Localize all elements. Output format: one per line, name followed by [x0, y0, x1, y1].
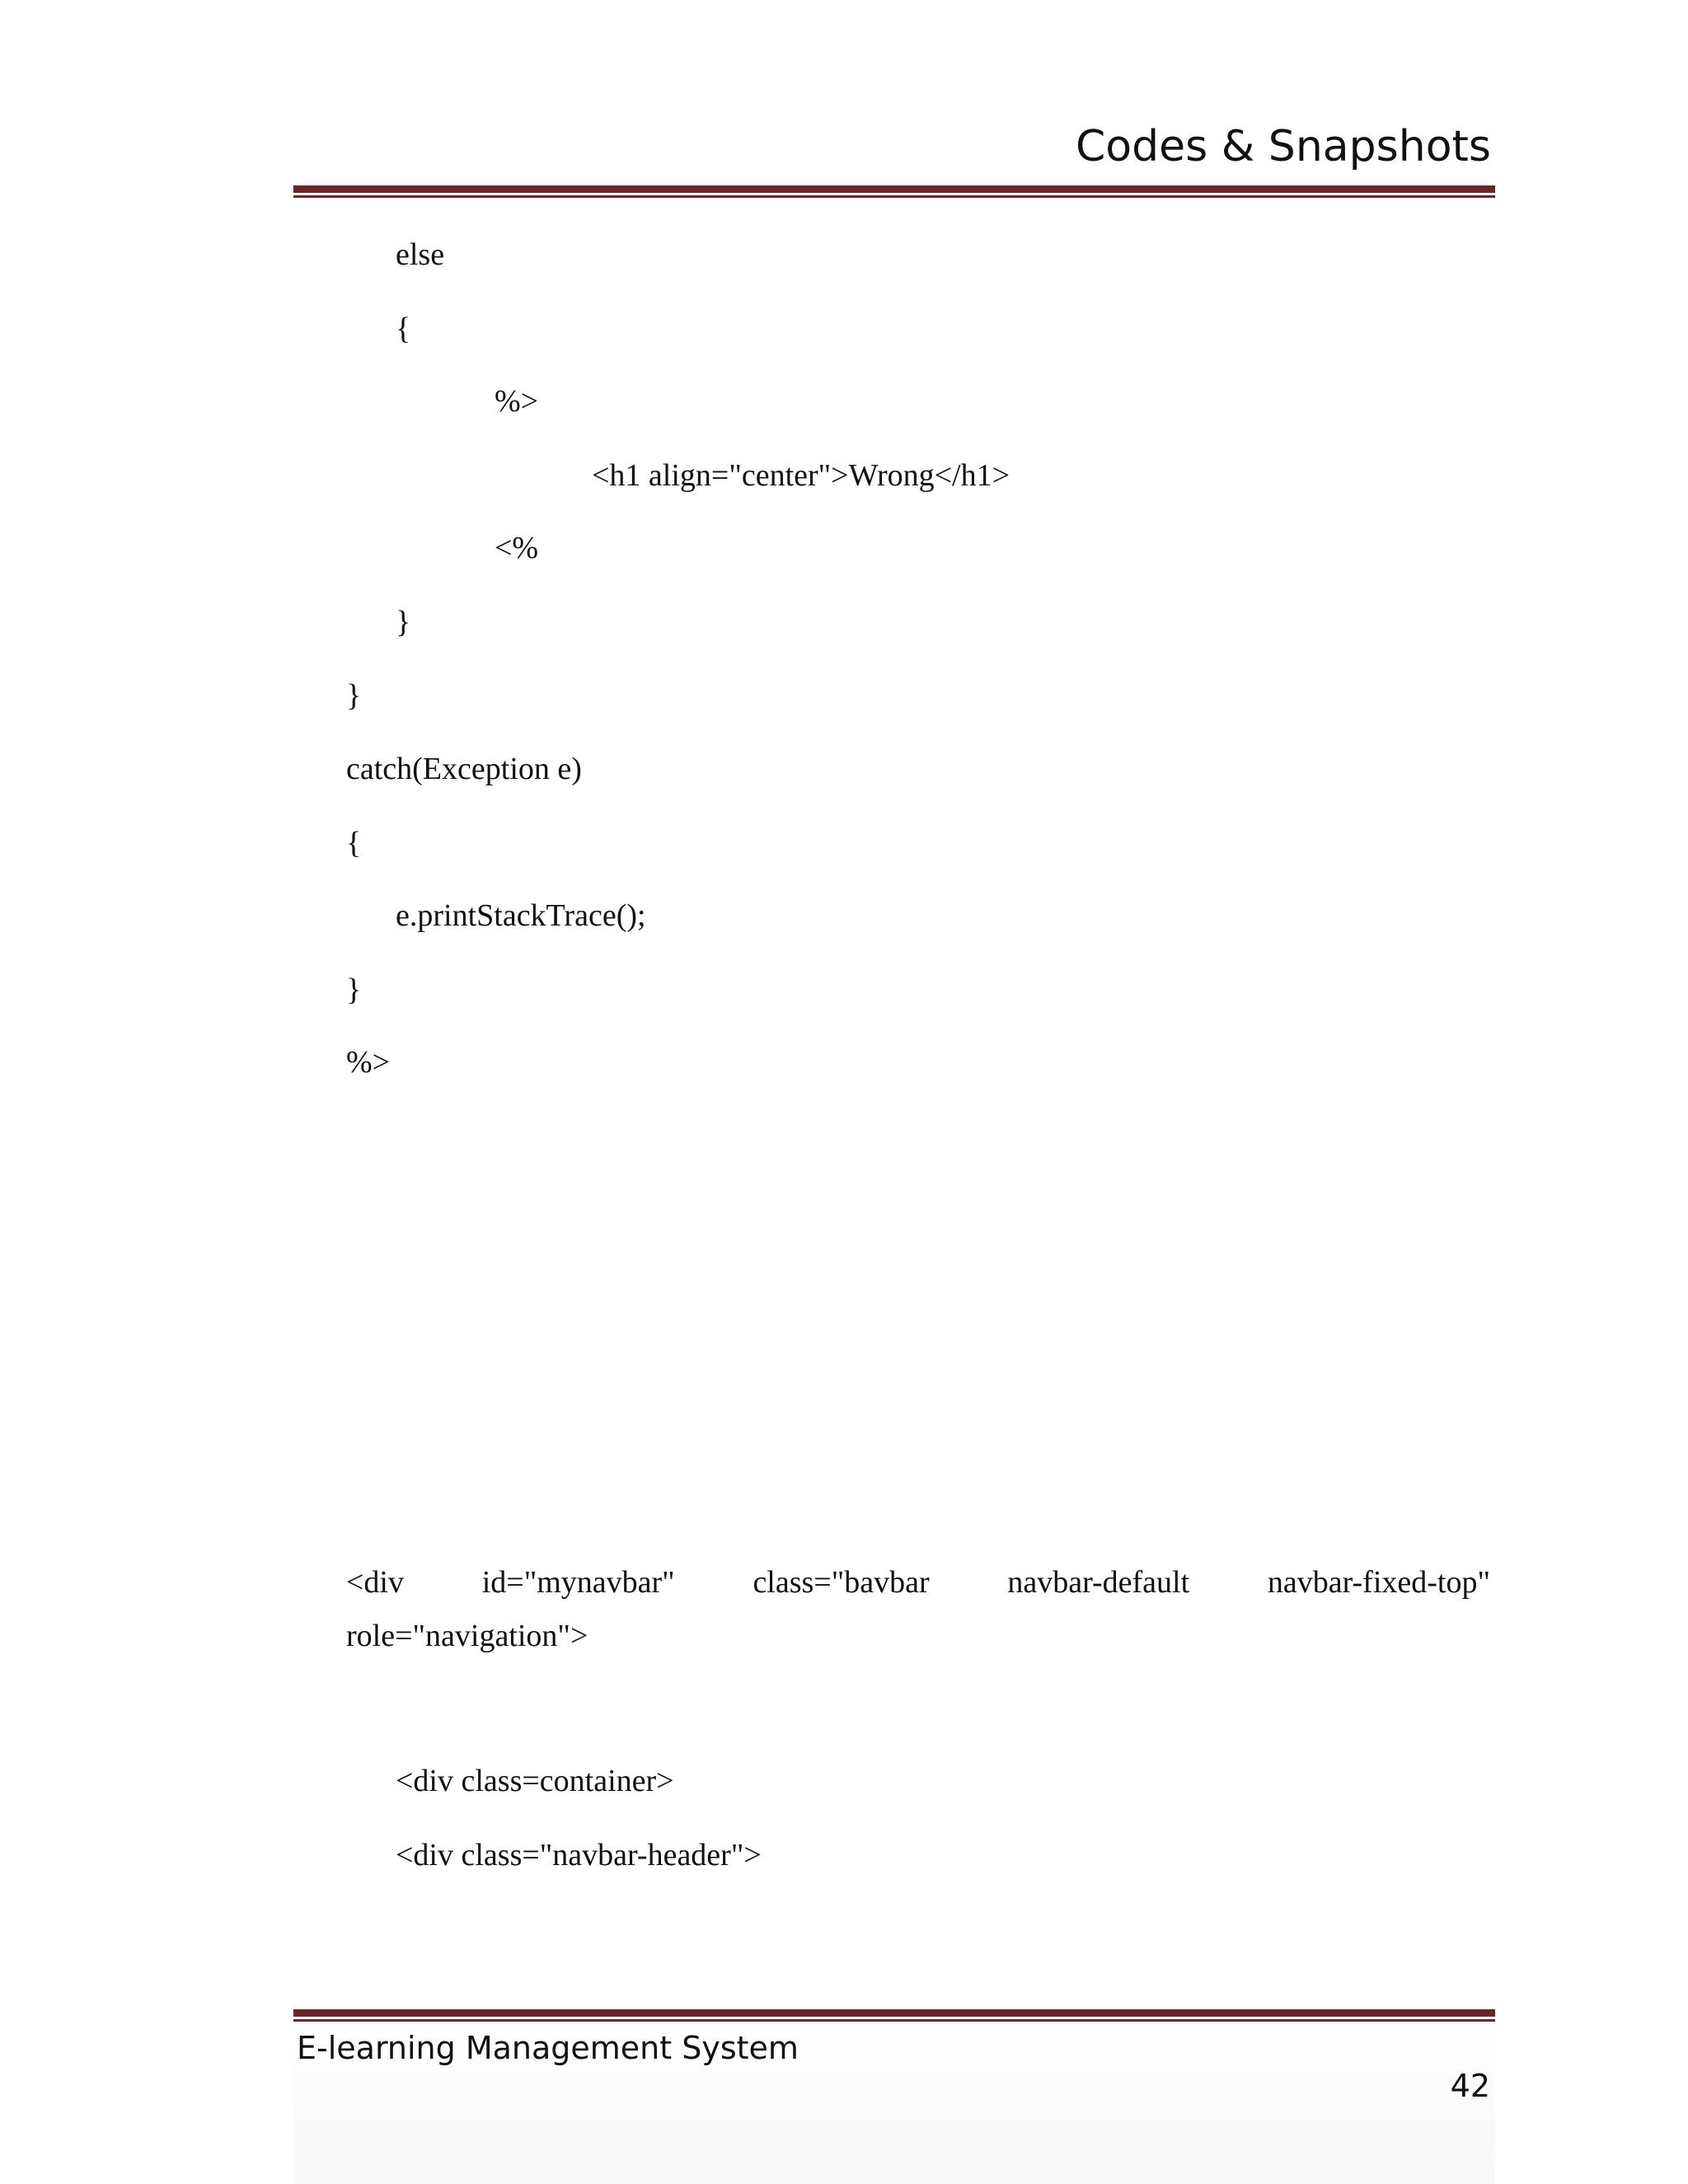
code-line-open-brace: {	[396, 312, 411, 346]
header-rule-thin	[293, 195, 1495, 198]
footer-rule-thin	[293, 2019, 1495, 2022]
code-line-navbar-header: <div class="navbar-header">	[396, 1838, 762, 1872]
header-rule-thick	[293, 185, 1495, 193]
footer-title: E-learning Management System	[297, 2030, 799, 2066]
page-number: 42	[1450, 2068, 1490, 2104]
code-line-jsp-open: <%	[495, 531, 539, 565]
navbar-word: id="mynavbar"	[481, 1565, 675, 1600]
navbar-word: navbar-default	[1007, 1565, 1190, 1600]
code-line-close-brace: }	[396, 605, 411, 640]
code-line-print-stack: e.printStackTrace();	[396, 898, 646, 933]
navbar-word: <div	[346, 1565, 404, 1600]
page-header-title: Codes & Snapshots	[1075, 122, 1491, 171]
code-line-navbar-role: role="navigation">	[346, 1619, 588, 1653]
navbar-word: class="bavbar	[753, 1565, 930, 1600]
code-line-container: <div class=container>	[396, 1764, 674, 1798]
code-line-navbar-div	[346, 1564, 1490, 1601]
navbar-word: navbar-fixed-top"	[1267, 1565, 1490, 1600]
code-line-jsp-end: %>	[346, 1045, 391, 1080]
code-line-catch-close: }	[346, 972, 362, 1007]
footer-rule-thick	[293, 2009, 1495, 2017]
code-line-catch: catch(Exception e)	[346, 752, 582, 786]
code-line-close-brace-outer: }	[346, 678, 362, 713]
code-line-catch-open: {	[346, 826, 362, 860]
code-line-h1: <h1 align="center">Wrong</h1>	[592, 458, 1010, 493]
code-line-else: else	[396, 237, 445, 272]
code-line-jsp-close: %>	[495, 384, 539, 419]
